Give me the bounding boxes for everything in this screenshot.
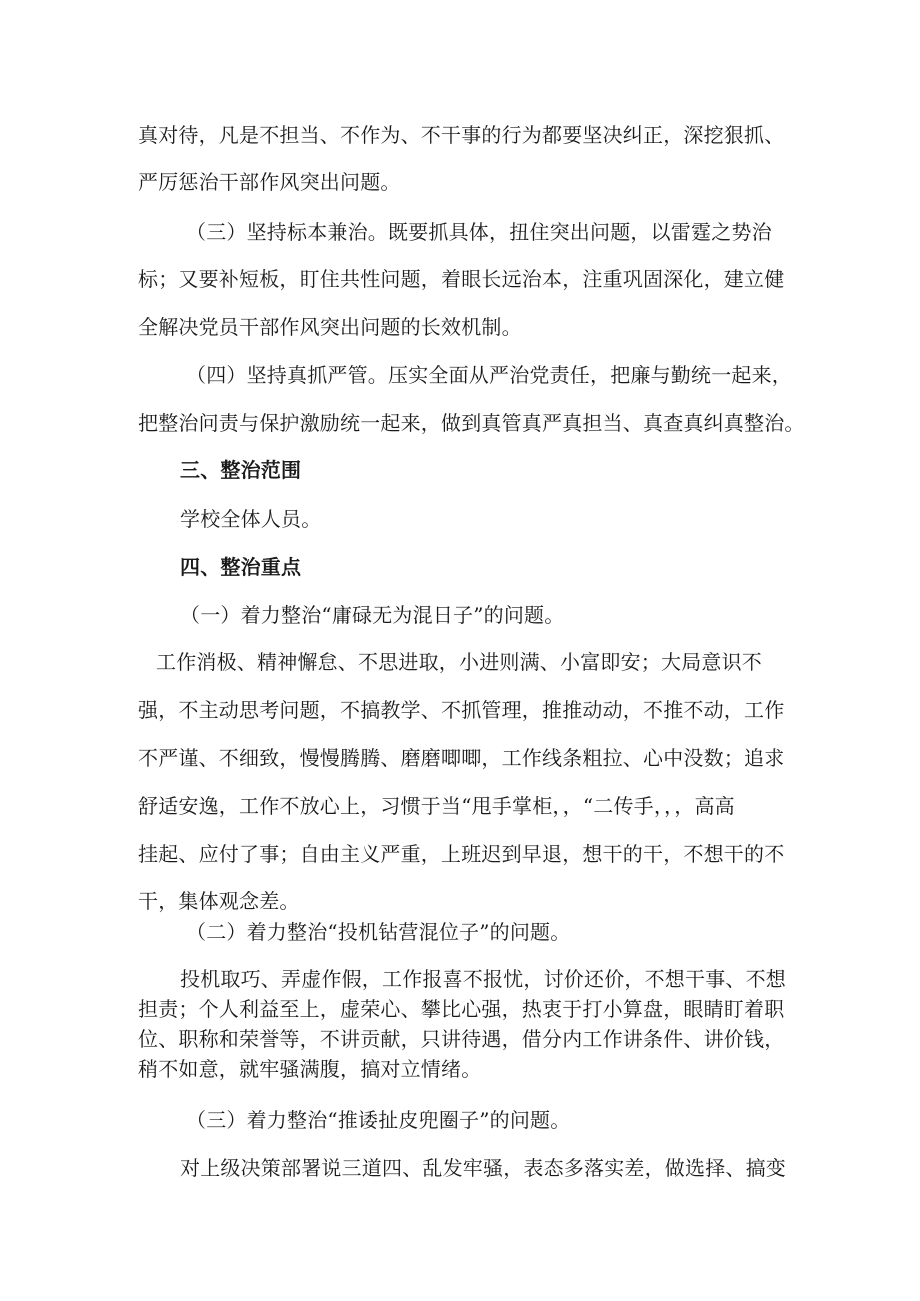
paragraph-line: （三）坚持标本兼治。既要抓具体，扭住突出问题，以雷霆之势治	[186, 220, 772, 244]
paragraph-line: 标；又要补短板，盯住共性问题，着眼长远治本，注重巩固深化，建立健	[138, 267, 785, 291]
paragraph-line: （四）坚持真抓严管。压实全面从严治党责任，把廉与勤统一起来，	[186, 363, 792, 387]
paragraph-line: 干，集体观念差。	[138, 889, 300, 913]
paragraph-line: 工作消极、精神懈怠、不思进取，小进则满、小富即安；大局意识不	[156, 650, 762, 674]
paragraph-line: 稍不如意，就牢骚满腹，搞对立情绪。	[138, 1057, 482, 1081]
paragraph-line: 挂起、应付了事；自由主义严重，上班迟到早退，想干的干，不想干的不	[138, 842, 785, 866]
paragraph-line: 学校全体人员。	[180, 507, 322, 531]
paragraph-line: 担责；个人利益至上，虚荣心、攀比心强，热衷于打小算盘，眼睛盯着职	[138, 997, 785, 1021]
paragraph-line: 严厉惩治干部作风突出问题。	[138, 170, 401, 194]
paragraph-line: 舒适安逸，工作不放心上，习惯于当“甩手掌柜，，“二传手，，，高高	[138, 794, 735, 818]
section-heading: 四、整治重点	[180, 555, 302, 579]
subsection-title: （一）着力整治“庸碌无为混日子”的问题。	[180, 603, 565, 627]
paragraph-line: 全解决党员干部作风突出问题的长效机制。	[138, 315, 522, 339]
subsection-title: （二）着力整治“投机钻营混位子”的问题。	[186, 920, 571, 944]
subsection-title: （三）着力整治“推诿扯皮兜圈子”的问题。	[186, 1108, 571, 1132]
paragraph-line: 投机取巧、弄虚作假，工作报喜不报忧，讨价还价，不想干事、不想	[180, 967, 786, 991]
section-heading: 三、整治范围	[180, 458, 302, 482]
paragraph-line: 把整治问责与保护激励统一起来，做到真管真严真担当、真查真纠真整治。	[138, 411, 805, 435]
paragraph-line: 真对待，凡是不担当、不作为、不干事的行为都要坚决纠正，深挖狠抓、	[138, 123, 785, 147]
paragraph-line: 对上级决策部署说三道四、乱发牢骚，表态多落实差，做选择、搞变	[180, 1156, 786, 1180]
paragraph-line: 强，不主动思考问题，不搞教学、不抓管理，推推动动，不推不动，工作	[138, 698, 785, 722]
paragraph-line: 位、职称和荣誉等，不讲贡献，只讲待遇，借分内工作讲条件、讲价钱，	[138, 1027, 785, 1051]
paragraph-line: 不严谨、不细致，慢慢腾腾、磨磨唧唧，工作线条粗拉、心中没数；追求	[138, 746, 785, 770]
